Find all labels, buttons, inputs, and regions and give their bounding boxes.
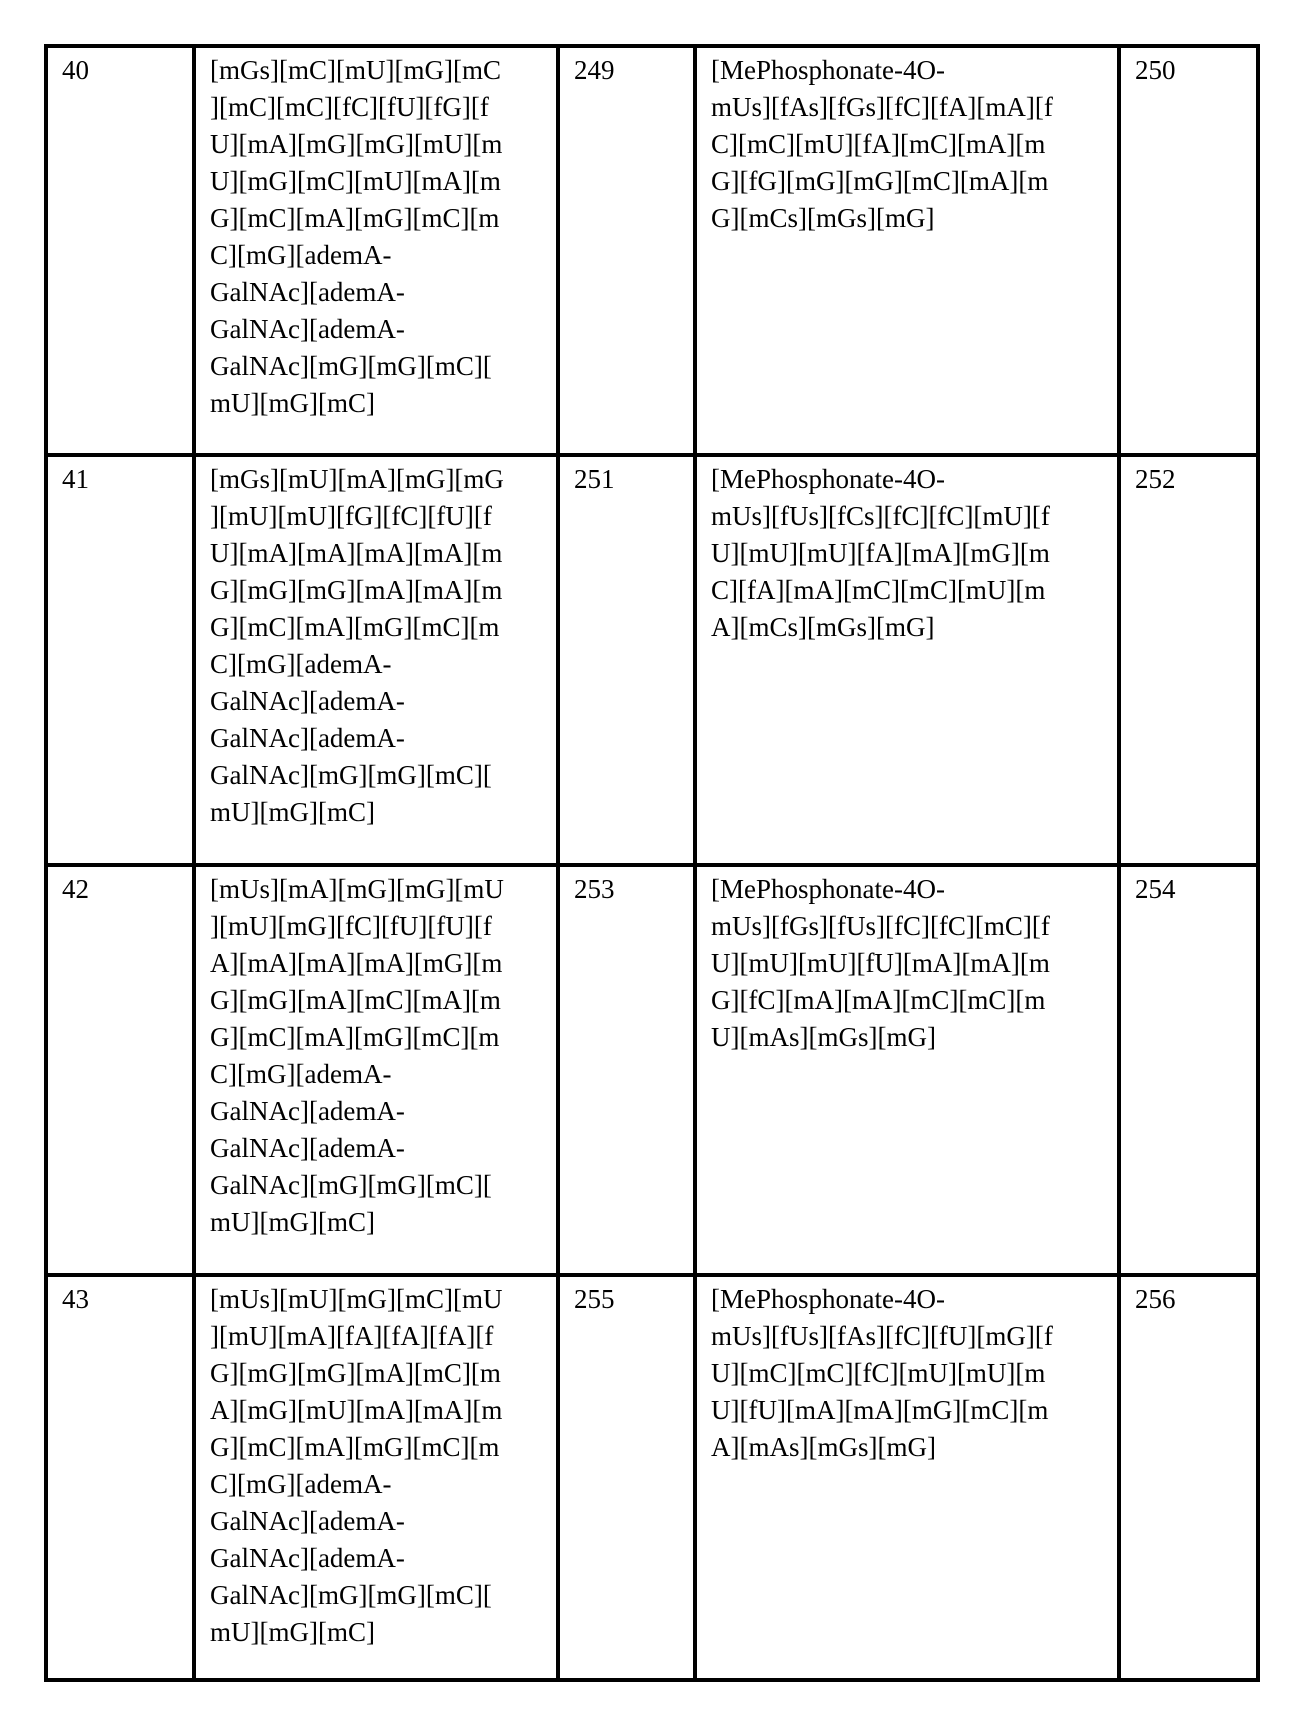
sense-sequence (194, 865, 558, 1275)
antisense-sequence (695, 46, 1119, 455)
sequence-line: GalNAc][ademA- (210, 720, 556, 757)
sequence-line: C][mG][ademA- (210, 237, 556, 274)
sequence-line: [mUs][mA][mG][mG][mU (210, 871, 556, 908)
seq-id-3: 254 (1119, 865, 1258, 1275)
sequence-line: GalNAc][mG][mG][mC][ (210, 1167, 556, 1204)
row-id: 41 (46, 455, 194, 865)
sequence-line: [mUs][mU][mG][mC][mU (210, 1281, 556, 1318)
seq-id-3: 250 (1119, 46, 1258, 455)
sequence-line: U][mAs][mGs][mG] (711, 1019, 1117, 1056)
sense-sequence (194, 46, 558, 455)
sequence-line: A][mA][mA][mA][mG][m (210, 945, 556, 982)
row-id: 40 (46, 46, 194, 455)
sequence-line: GalNAc][ademA- (210, 683, 556, 720)
sequence-line: G][mG][mG][mA][mC][m (210, 1355, 556, 1392)
sequence-table (44, 44, 1260, 1682)
sequence-line: U][mC][mC][fC][mU][mU][m (711, 1355, 1117, 1392)
antisense-sequence (695, 1275, 1119, 1680)
sequence-line: [MePhosphonate-4O- (711, 1281, 1117, 1318)
sequence-line: [MePhosphonate-4O- (711, 52, 1117, 89)
seq-id-2: 249 (558, 46, 695, 455)
sequence-line: GalNAc][ademA- (210, 274, 556, 311)
sense-sequence (194, 1275, 558, 1680)
sequence-line: mU][mG][mC] (210, 1204, 556, 1241)
sequence-line: mU][mG][mC] (210, 1614, 556, 1651)
sequence-line: GalNAc][mG][mG][mC][ (210, 1577, 556, 1614)
seq-id-3: 252 (1119, 455, 1258, 865)
row-id: 43 (46, 1275, 194, 1680)
row-id: 42 (46, 865, 194, 1275)
sequence-line: mUs][fAs][fGs][fC][fA][mA][f (711, 89, 1117, 126)
sequence-line: GalNAc][ademA- (210, 311, 556, 348)
sequence-line: U][mG][mC][mU][mA][m (210, 163, 556, 200)
sequence-line: A][mG][mU][mA][mA][m (210, 1392, 556, 1429)
sequence-line: G][mC][mA][mG][mC][m (210, 1429, 556, 1466)
sequence-line: GalNAc][ademA- (210, 1093, 556, 1130)
table-row (46, 455, 1258, 865)
sequence-line: U][mA][mG][mG][mU][m (210, 126, 556, 163)
sequence-line: G][mG][mA][mC][mA][m (210, 982, 556, 1019)
antisense-sequence (695, 455, 1119, 865)
seq-id-2: 253 (558, 865, 695, 1275)
seq-id-2: 255 (558, 1275, 695, 1680)
sequence-line: ][mC][mC][fC][fU][fG][f (210, 89, 556, 126)
sequence-line: G][mCs][mGs][mG] (711, 200, 1117, 237)
sequence-line: [mGs][mU][mA][mG][mG (210, 461, 556, 498)
sequence-line: G][mC][mA][mG][mC][m (210, 609, 556, 646)
sequence-line: G][mC][mA][mG][mC][m (210, 1019, 556, 1056)
table-row (46, 1275, 1258, 1680)
antisense-sequence (695, 865, 1119, 1275)
sequence-line: ][mU][mU][fG][fC][fU][f (210, 498, 556, 535)
sense-sequence (194, 455, 558, 865)
sequence-line: A][mAs][mGs][mG] (711, 1429, 1117, 1466)
sequence-line: A][mCs][mGs][mG] (711, 609, 1117, 646)
sequence-line: G][mC][mA][mG][mC][m (210, 200, 556, 237)
sequence-line: [MePhosphonate-4O- (711, 461, 1117, 498)
table-row (46, 46, 1258, 455)
sequence-line: G][fC][mA][mA][mC][mC][m (711, 982, 1117, 1019)
sequence-line: mUs][fUs][fAs][fC][fU][mG][f (711, 1318, 1117, 1355)
sequence-line: ][mU][mG][fC][fU][fU][f (210, 908, 556, 945)
sequence-line: C][mG][ademA- (210, 1466, 556, 1503)
sequence-line: U][mA][mA][mA][mA][m (210, 535, 556, 572)
sequence-line: mU][mG][mC] (210, 385, 556, 422)
sequence-line: C][mG][ademA- (210, 646, 556, 683)
sequence-line: [MePhosphonate-4O- (711, 871, 1117, 908)
sequence-line: U][mU][mU][fU][mA][mA][m (711, 945, 1117, 982)
sequence-line: [mGs][mC][mU][mG][mC (210, 52, 556, 89)
sequence-line: GalNAc][ademA- (210, 1130, 556, 1167)
sequence-line: G][mG][mG][mA][mA][m (210, 572, 556, 609)
sequence-line: C][fA][mA][mC][mC][mU][m (711, 572, 1117, 609)
sequence-line: mU][mG][mC] (210, 794, 556, 831)
sequence-line: ][mU][mA][fA][fA][fA][f (210, 1318, 556, 1355)
table-row (46, 865, 1258, 1275)
sequence-line: mUs][fUs][fCs][fC][fC][mU][f (711, 498, 1117, 535)
sequence-line: G][fG][mG][mG][mC][mA][m (711, 163, 1117, 200)
sequence-line: GalNAc][ademA- (210, 1503, 556, 1540)
sequence-line: GalNAc][mG][mG][mC][ (210, 757, 556, 794)
seq-id-2: 251 (558, 455, 695, 865)
sequence-line: GalNAc][mG][mG][mC][ (210, 348, 556, 385)
sequence-line: C][mG][ademA- (210, 1056, 556, 1093)
sequence-line: C][mC][mU][fA][mC][mA][m (711, 126, 1117, 163)
sequence-line: mUs][fGs][fUs][fC][fC][mC][f (711, 908, 1117, 945)
seq-id-3: 256 (1119, 1275, 1258, 1680)
sequence-line: GalNAc][ademA- (210, 1540, 556, 1577)
sequence-line: U][mU][mU][fA][mA][mG][m (711, 535, 1117, 572)
sequence-line: U][fU][mA][mA][mG][mC][m (711, 1392, 1117, 1429)
